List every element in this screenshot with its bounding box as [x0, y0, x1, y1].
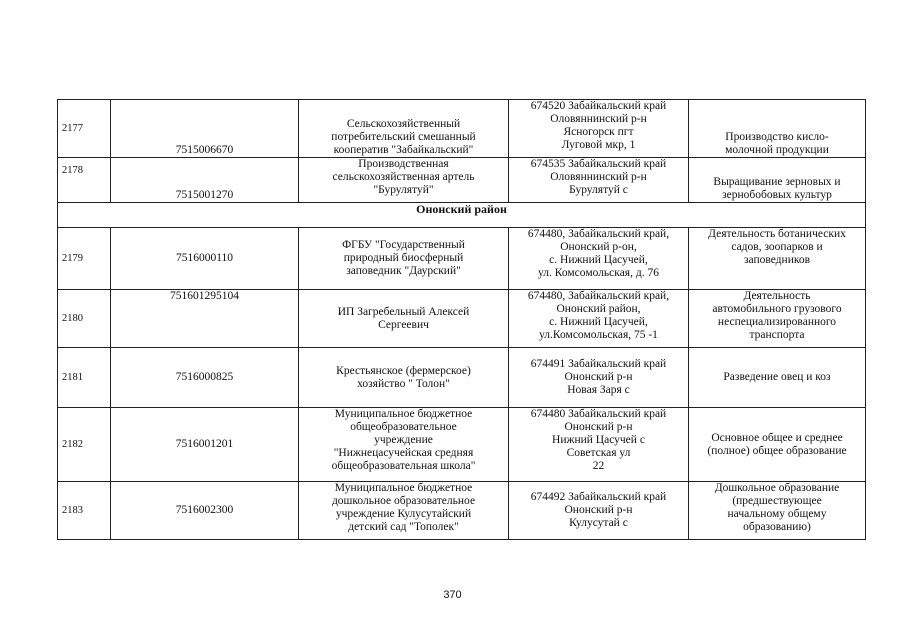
inn-cell: 7515006670	[111, 100, 299, 158]
table-row	[58, 100, 866, 158]
org-name-cell	[299, 228, 509, 290]
activity-line: Деятельность	[743, 290, 811, 302]
org-name-line: Производственная	[358, 158, 449, 170]
address-line: Нижний Цасучей с	[552, 434, 645, 446]
org-name-line: Крестьянское (фермерское)	[336, 364, 471, 377]
activity-cell	[689, 158, 866, 203]
org-name-line: сельскохозяйственная артель	[332, 171, 475, 183]
address-cell	[509, 100, 689, 158]
address-line: 674480 Забайкальский край	[530, 408, 667, 420]
org-name-line: природный биосферный	[343, 252, 464, 264]
activity-line: Деятельность ботанических	[708, 228, 846, 240]
inn-cell: 751601295104	[111, 290, 299, 348]
activity-line: зернобобовых культур	[722, 189, 832, 201]
org-name-line: "Бурулятуй"	[373, 184, 434, 196]
activity-line: Дошкольное образование	[714, 482, 840, 494]
org-name-line: хозяйство " Толон"	[357, 377, 450, 390]
table-row	[58, 482, 866, 540]
address-line: Новая Заря с	[567, 384, 630, 396]
activity-cell	[689, 482, 866, 540]
org-name-line: Сергеевич	[378, 318, 429, 331]
activity-line: (полное) общее образование	[707, 444, 847, 457]
address-cell	[509, 408, 689, 482]
inn-cell: 7516000825	[111, 348, 299, 408]
org-name-cell	[299, 482, 509, 540]
address-line: с. Нижний Цасучей,	[549, 316, 648, 328]
org-name-line: заповедник "Даурский"	[346, 265, 461, 277]
address-line: Ононский р-н	[564, 371, 633, 383]
org-name-line: кооператив "Забайкальский"	[333, 144, 474, 156]
org-name-line: общеобразовательное	[350, 421, 457, 433]
org-name-line: "Нижнецасучейская средняя	[333, 447, 474, 459]
address-line: Ононский р-н	[564, 421, 633, 433]
row-number: 2181	[58, 348, 111, 408]
activity-line: заповедников	[743, 254, 811, 266]
table-row	[58, 408, 866, 482]
org-name-line: дошкольное образовательное	[331, 495, 476, 507]
org-name-cell	[299, 290, 509, 348]
org-name-cell	[299, 158, 509, 203]
activity-line: (предшествующее	[732, 495, 822, 507]
row-number: 2179	[58, 228, 111, 290]
org-name-line: Муниципальное бюджетное	[334, 482, 473, 494]
activity-line: молочной продукции	[725, 144, 829, 156]
table-row	[58, 290, 866, 348]
org-name-cell	[299, 408, 509, 482]
activity-cell	[689, 100, 866, 158]
org-name-cell	[299, 100, 509, 158]
address-cell	[509, 158, 689, 203]
address-line: Луговой мкр, 1	[561, 139, 636, 151]
activity-line: Разведение овец и коз	[723, 371, 831, 383]
table-row	[58, 158, 866, 203]
address-cell	[509, 482, 689, 540]
org-name-line: учреждение Кулусутайский	[335, 508, 472, 520]
address-line: Ононский р-н	[564, 504, 633, 516]
activity-line: садов, зоопарков и	[731, 241, 823, 253]
row-number: 2177	[58, 100, 111, 158]
activity-cell	[689, 228, 866, 290]
address-line: 674535 Забайкальский край	[530, 158, 667, 170]
address-line: 22	[592, 460, 605, 472]
row-number: 2178	[58, 158, 111, 203]
inn-cell: 7515001270	[111, 158, 299, 203]
table-row	[58, 228, 866, 290]
org-name-line: ФГБУ "Государственный	[342, 239, 465, 251]
org-name-cell	[299, 348, 509, 408]
activity-line: автомобильного грузового	[712, 303, 842, 315]
address-line: Ясногорск пгт	[563, 126, 634, 138]
address-line: Оловяннинский р-н	[550, 171, 647, 183]
org-name-line: общеобразовательная школа"	[331, 460, 476, 472]
address-line: 674520 Забайкальский край	[530, 100, 667, 112]
registry-table	[57, 99, 866, 540]
table-row	[58, 348, 866, 408]
activity-line: неспециализированного	[717, 316, 837, 328]
activity-line: образованию)	[743, 521, 811, 533]
address-line: 674491 Забайкальский край	[530, 358, 667, 370]
activity-line: начальному общему	[727, 508, 827, 520]
activity-line: Производство кисло-	[725, 131, 829, 143]
activity-line: Основное общее и среднее	[711, 431, 843, 444]
address-line: Оловяннинский р-н	[550, 113, 647, 125]
address-line: Советская ул	[566, 447, 631, 459]
org-name-line: потребительский смешанный	[331, 131, 476, 143]
row-number: 2180	[58, 290, 111, 348]
address-line: Ононский р-он,	[560, 241, 637, 253]
activity-line: транспорта	[749, 329, 805, 341]
activity-cell	[689, 408, 866, 482]
address-line: 674480, Забайкальский край,	[527, 228, 670, 240]
activity-cell	[689, 290, 866, 348]
section-row	[58, 203, 866, 228]
inn-cell: 7516001201	[111, 408, 299, 482]
org-name-line: детский сад "Тополек"	[348, 521, 459, 533]
address-cell	[509, 348, 689, 408]
org-name-line: Муниципальное бюджетное	[334, 408, 473, 420]
address-line: ул.Комсомольская, 75 -1	[539, 329, 658, 341]
org-name-line: учреждение	[374, 434, 433, 446]
address-line: Ононский район,	[556, 303, 641, 315]
address-cell	[509, 290, 689, 348]
address-line: 674480, Забайкальский край,	[527, 290, 670, 302]
address-line: 674492 Забайкальский край	[530, 491, 667, 503]
org-name-line: ИП Загребельный Алексей	[337, 305, 470, 318]
address-cell	[509, 228, 689, 290]
row-number: 2182	[58, 408, 111, 482]
org-name-line: Сельскохозяйственный	[346, 118, 461, 130]
activity-cell	[689, 348, 866, 408]
page-number: 370	[443, 589, 462, 601]
inn-cell: 7516000110	[111, 228, 299, 290]
address-line: Кулусутай с	[569, 517, 628, 529]
inn-cell: 7516002300	[111, 482, 299, 540]
address-line: ул. Комсомольская, д. 76	[538, 267, 659, 279]
activity-line: Выращивание зерновых и	[713, 176, 841, 188]
row-number: 2183	[58, 482, 111, 540]
address-line: Бурулятуй с	[569, 184, 628, 196]
address-line: с. Нижний Цасучей,	[549, 254, 648, 266]
section-title: Ононский район	[58, 203, 866, 228]
